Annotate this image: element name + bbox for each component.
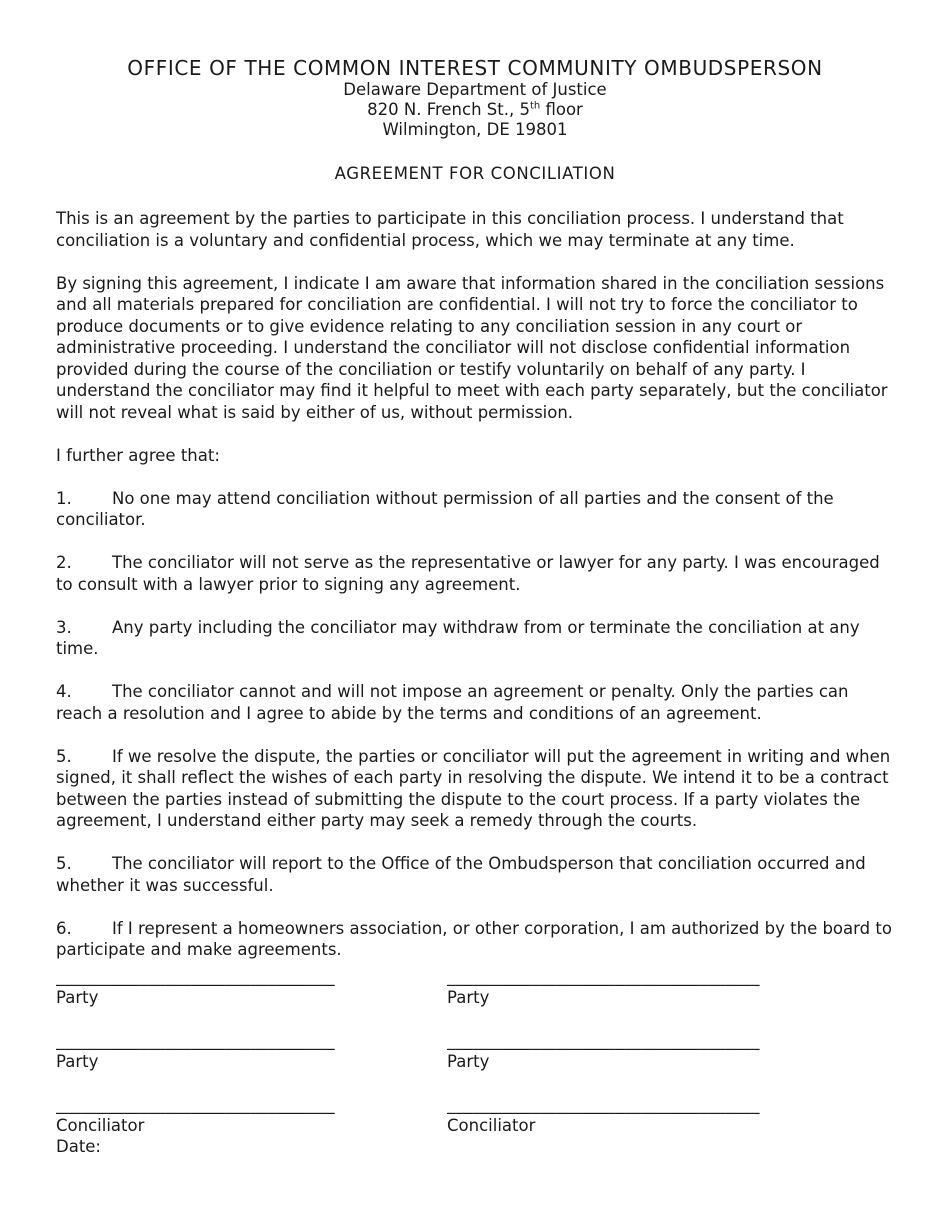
signature-label: Conciliator bbox=[56, 1116, 145, 1135]
signature-line: _________________________________ bbox=[56, 1095, 335, 1114]
street-address-ordinal: th bbox=[529, 100, 541, 112]
street-address-main: 820 N. French St., 5 bbox=[367, 100, 530, 119]
item-text: If I represent a homeowners association, or other corporation, I am authorized by the board to participate and make agreements. bbox=[56, 918, 892, 959]
confidentiality-paragraph: By signing this agreement, I indicate I am aware that information shared in the conciliation sessions and all materials prepared for conciliation are confidential. I will not try to force the conciliator to produce documents or to give evidence relating to any conciliation session in any court or administrative proceeding. I understand the conciliator will not disclose confidential information provided during the course of the conciliation or testify voluntarily on behalf of any party. I understand the conciliator may find it helpful to meet with each party separately, but the conciliator will not reveal what is said by either of us, without permission. bbox=[56, 273, 888, 422]
item-text: The conciliator will report to the Office of the Ombudsperson that conciliation occurred and whether it was successful. bbox=[56, 854, 866, 895]
agreement-item bbox=[56, 746, 898, 832]
date-label: Date: bbox=[56, 1137, 101, 1156]
document-page bbox=[56, 56, 898, 982]
signature-field-conciliator-1[interactable] bbox=[56, 1094, 447, 1157]
item-text: The conciliator cannot and will not impose an agreement or penalty. Only the parties can reach a resolution and I agree to abide by the terms and conditions of an agreement. bbox=[56, 682, 849, 723]
signature-field-party-1[interactable] bbox=[56, 966, 447, 1008]
item-text: Any party including the conciliator may withdraw from or terminate the conciliation at any time. bbox=[56, 617, 860, 658]
signature-field-party-2[interactable] bbox=[447, 966, 867, 1008]
item-text: The conciliator will not serve as the representative or lawyer for any party. I was encouraged to consult with a lawyer prior to signing any agreement. bbox=[56, 553, 880, 594]
agreement-item bbox=[56, 681, 898, 724]
item-text: No one may attend conciliation without permission of all parties and the consent of the conciliator. bbox=[56, 488, 834, 529]
signature-row bbox=[56, 966, 898, 1008]
signature-line: _________________________________ bbox=[56, 967, 335, 986]
signature-label: Party bbox=[56, 1052, 99, 1071]
item-number: 6. bbox=[56, 918, 72, 938]
agreement-item bbox=[56, 552, 898, 595]
item-number: 4. bbox=[56, 682, 72, 701]
city-address: Wilmington, DE 19801 bbox=[382, 120, 568, 139]
item-number: 5. bbox=[56, 854, 72, 873]
signature-label: Conciliator bbox=[447, 1116, 536, 1135]
item-number: 3. bbox=[56, 617, 72, 637]
signature-label: Party bbox=[447, 988, 490, 1007]
signature-field-conciliator-2[interactable] bbox=[447, 1094, 867, 1157]
signature-block bbox=[56, 966, 898, 1179]
agreement-item bbox=[56, 488, 898, 531]
signature-line: _____________________________________ bbox=[447, 1095, 760, 1114]
signature-line: _____________________________________ bbox=[447, 967, 760, 986]
office-name: OFFICE OF THE COMMON INTEREST COMMUNITY OMBUDSPERSON bbox=[127, 56, 823, 80]
signature-row bbox=[56, 1094, 898, 1157]
signature-field-party-3[interactable] bbox=[56, 1030, 447, 1072]
agreement-item bbox=[56, 853, 898, 896]
item-number: 5. bbox=[56, 746, 72, 766]
street-address bbox=[56, 100, 894, 120]
intro-paragraph: This is an agreement by the parties to participate in this conciliation process. I understand that conciliation is a voluntary and confidential process, which we may terminate at any time. bbox=[56, 209, 844, 250]
item-number: 2. bbox=[56, 553, 72, 572]
signature-label: Party bbox=[56, 988, 99, 1007]
agreement-item bbox=[56, 617, 898, 660]
agreement-item bbox=[56, 918, 898, 961]
street-address-floor: floor bbox=[540, 100, 583, 119]
agreement-body bbox=[56, 208, 898, 961]
signature-field-party-4[interactable] bbox=[447, 1030, 867, 1072]
letterhead bbox=[56, 56, 894, 140]
signature-line: _________________________________ bbox=[56, 1031, 335, 1050]
document-title: AGREEMENT FOR CONCILIATION bbox=[334, 164, 616, 183]
item-number: 1. bbox=[56, 488, 72, 508]
department-name: Delaware Department of Justice bbox=[343, 80, 607, 99]
signature-line: _____________________________________ bbox=[447, 1031, 760, 1050]
item-text: If we resolve the dispute, the parties or conciliator will put the agreement in writing and when signed, it shall reflect the wishes of each party in resolving the dispute. We intend it to be a contract between the parties instead of submitting the dispute to the court process. If a party violates the agreement, I understand either party may seek a remedy through the courts. bbox=[56, 746, 891, 830]
signature-row bbox=[56, 1030, 898, 1072]
signature-label: Party bbox=[447, 1052, 490, 1071]
further-agree-paragraph: I further agree that: bbox=[56, 445, 220, 465]
